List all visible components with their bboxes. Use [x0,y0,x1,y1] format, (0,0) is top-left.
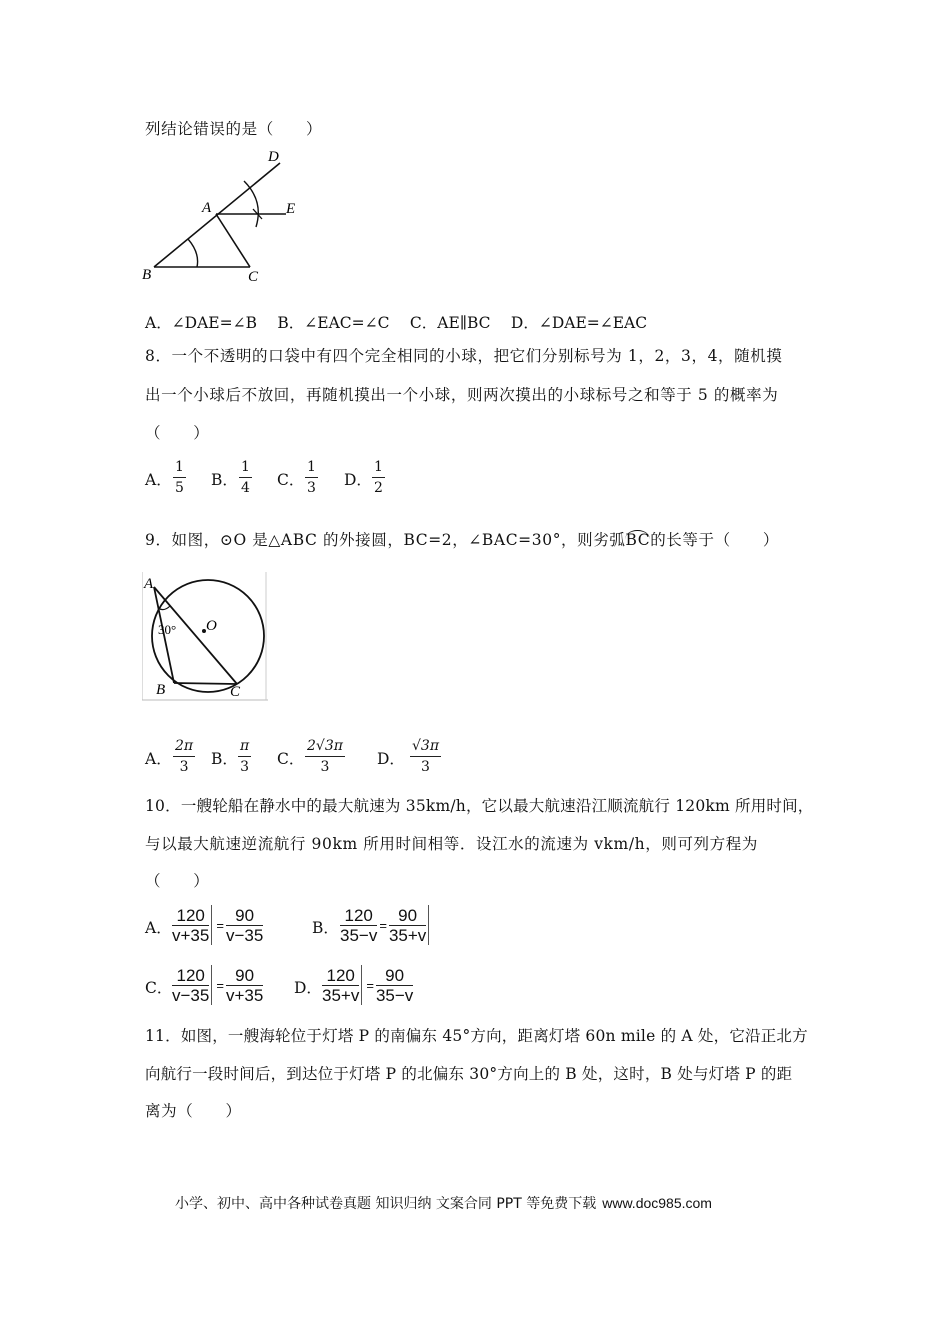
q10-option-b-label: B． [312,919,339,937]
denominator: v−35 [225,925,264,945]
q9-arc-bc: BC [625,531,651,549]
equals-sign: = [366,977,374,993]
q8-line1: 8．一个不透明的口袋中有四个完全相同的小球，把它们分别标号为 1，2，3，4，随机摸 [145,347,783,365]
q10-option-a-label: A． [145,919,172,937]
q10-option-d-label: D． [294,979,322,997]
numerator: 120 [176,905,205,925]
denominator: 3 [421,759,430,775]
q8-option-a-fraction [173,459,186,496]
numerator: 90 [235,965,255,985]
denominator: 35+v [322,985,360,1005]
q8-option-c-label: C． [277,471,305,489]
denominator: 3 [179,759,189,775]
q9-label-c: C [230,684,241,700]
footer-site-link[interactable]: www.doc985.com [602,1195,712,1211]
q9-option-a-label: A． [145,750,172,768]
numerator: 1 [307,459,316,475]
q10-option-c-equation [172,965,263,1005]
q10-line1: 10．一艘轮船在静水中的最大航速为 35km/h，它以最大航速沿江顺流航行 120km 所用时间， [145,797,814,815]
numerator: √3π [412,738,440,754]
q9-option-d-label: D． [377,750,405,768]
q7-label-e: E [286,201,296,217]
footer-text: 小学、初中、高中各种试卷真题 知识归纳 文案合同 PPT 等免费下载 [175,1196,597,1212]
q8-option-b-fraction [239,459,252,496]
equals-sign: = [216,917,224,933]
numerator: 90 [398,905,418,925]
q8-option-b-label: B． [211,471,238,489]
q7-label-c: C [248,269,259,285]
q9-option-b-label: B． [211,750,238,768]
q9-figure [142,572,270,702]
numerator: 90 [385,965,405,985]
denominator: 2 [374,480,383,496]
q9-stem [145,530,779,550]
q8-option-d-label: D． [344,471,372,489]
numerator: 1 [175,459,184,475]
numerator: π [240,738,250,754]
q7-options: A．∠DAE=∠B B．∠EAC=∠C C．AE∥BC D．∠DAE=∠EAC [145,314,648,332]
q8-option-a-label: A． [145,471,172,489]
denominator: 3 [320,759,330,775]
denominator: v+35 [172,925,210,945]
denominator: 35+v [388,925,427,945]
denominator: 35−v [375,985,414,1005]
q11-line3: 离为（ ） [145,1102,242,1120]
q7-figure [140,145,310,285]
q7-label-d: D [268,149,279,165]
numerator: 1 [241,459,250,475]
q9-option-a-fraction [173,738,195,775]
numerator: 1 [374,459,383,475]
denominator: v−35 [172,985,210,1005]
numerator: 2π [175,738,194,754]
q9-label-b: B [156,682,166,698]
q11-line2: 向航行一段时间后，到达位于灯塔 P 的北偏东 30°方向上的 B 处，这时，B 处与灯塔 P 的距 [145,1065,793,1083]
q9-text-after: 的长等于（ ） [650,531,780,549]
q10-option-d-equation [322,965,413,1005]
q10-option-b-equation [340,905,431,945]
q9-label-angle: 30° [158,622,177,637]
q9-option-d-fraction [410,738,441,775]
denominator: 35−v [340,925,378,945]
q7-label-b: B [142,267,152,283]
denominator: 3 [240,759,250,775]
q9-label-a: A [144,576,154,592]
q10-option-a-equation [172,905,263,945]
numerator: 120 [176,965,205,985]
page-footer [175,1193,712,1213]
denominator: v+35 [225,985,264,1005]
q9-option-b-fraction [238,738,251,775]
equals-sign: = [216,977,224,993]
equals-sign: = [379,917,387,933]
q8-option-c-fraction [305,459,318,496]
q10-option-c-label: C． [145,979,173,997]
denominator: 4 [241,480,250,496]
q8-line3: （ ） [145,424,210,442]
numerator: 2√3π [307,738,343,754]
denominator: 5 [175,480,184,496]
numerator: 90 [235,905,255,925]
q9-label-o: O [206,618,217,634]
q11-line1: 11．如图，一艘海轮位于灯塔 P 的南偏东 45°方向，距离灯塔 60n mile 的 A 处，它沿正北方 [145,1027,808,1045]
numerator: 120 [344,905,373,925]
q9-text-before: 9．如图，⊙O 是△ABC 的外接圆，BC=2，∠BAC=30°，则劣弧 [145,531,626,549]
q9-option-c-fraction [305,738,345,775]
denominator: 3 [307,480,316,496]
q9-option-c-label: C． [277,750,305,768]
q10-line2: 与以最大航速逆流航行 90km 所用时间相等．设江水的流速为 vkm/h，则可列方程为 [145,835,758,853]
q7-label-a: A [202,200,212,216]
q10-line3: （ ） [145,872,210,890]
q7-stem-tail: 列结论错误的是（ ） [145,120,323,138]
q8-option-d-fraction [372,459,385,496]
numerator: 120 [326,965,355,985]
q8-line2: 出一个小球后不放回，再随机摸出一个小球，则两次摸出的小球标号之和等于 5 的概率为 [145,386,779,404]
